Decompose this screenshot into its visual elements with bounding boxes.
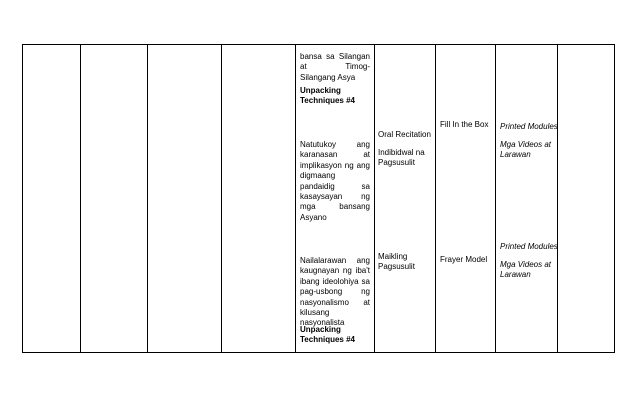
- resource-printed-modules: Printed Modules: [500, 242, 558, 251]
- assessment-oral-recitation: Oral Recitation: [378, 130, 431, 139]
- competency-top-text: bansa sa Silangan at Timog- Silangang Asya: [300, 52, 370, 82]
- competency-item-2: Nailalarawan ang kaugnayan ng iba't ibang ideolohiya sa pag-usbong ng nasyonalismo at kilusang nasyonalista: [300, 256, 370, 328]
- assessment-indibidwal-pagsusulit: Indibidwal na Pagsusulit: [378, 148, 425, 168]
- column-divider: [374, 44, 375, 353]
- activity-frayer-model: Frayer Model: [440, 255, 488, 264]
- column-divider: [221, 44, 222, 353]
- unpacking-techniques-label: Unpacking Techniques #4: [300, 86, 355, 106]
- competency-item-1: Natutukoy ang karanasan at implikasyon ng ang digmaang pandaidig sa kasaysayan ng mga bansang Asyano: [300, 140, 370, 222]
- column-divider: [147, 44, 148, 353]
- column-divider: [295, 44, 296, 353]
- column-divider: [80, 44, 81, 353]
- resource-videos-larawan: Mga Videos at Larawan: [500, 140, 551, 160]
- column-divider: [557, 44, 558, 353]
- column-divider: [435, 44, 436, 353]
- activity-fill-in-the-box: Fill In the Box: [440, 120, 489, 129]
- assessment-maikling-pagsusulit: Maikling Pagsusulit: [378, 252, 415, 272]
- column-divider: [495, 44, 496, 353]
- unpacking-techniques-label: Unpacking Techniques #4: [300, 325, 355, 345]
- resource-videos-larawan: Mga Videos at Larawan: [500, 260, 551, 280]
- resource-printed-modules: Printed Modules: [500, 122, 558, 131]
